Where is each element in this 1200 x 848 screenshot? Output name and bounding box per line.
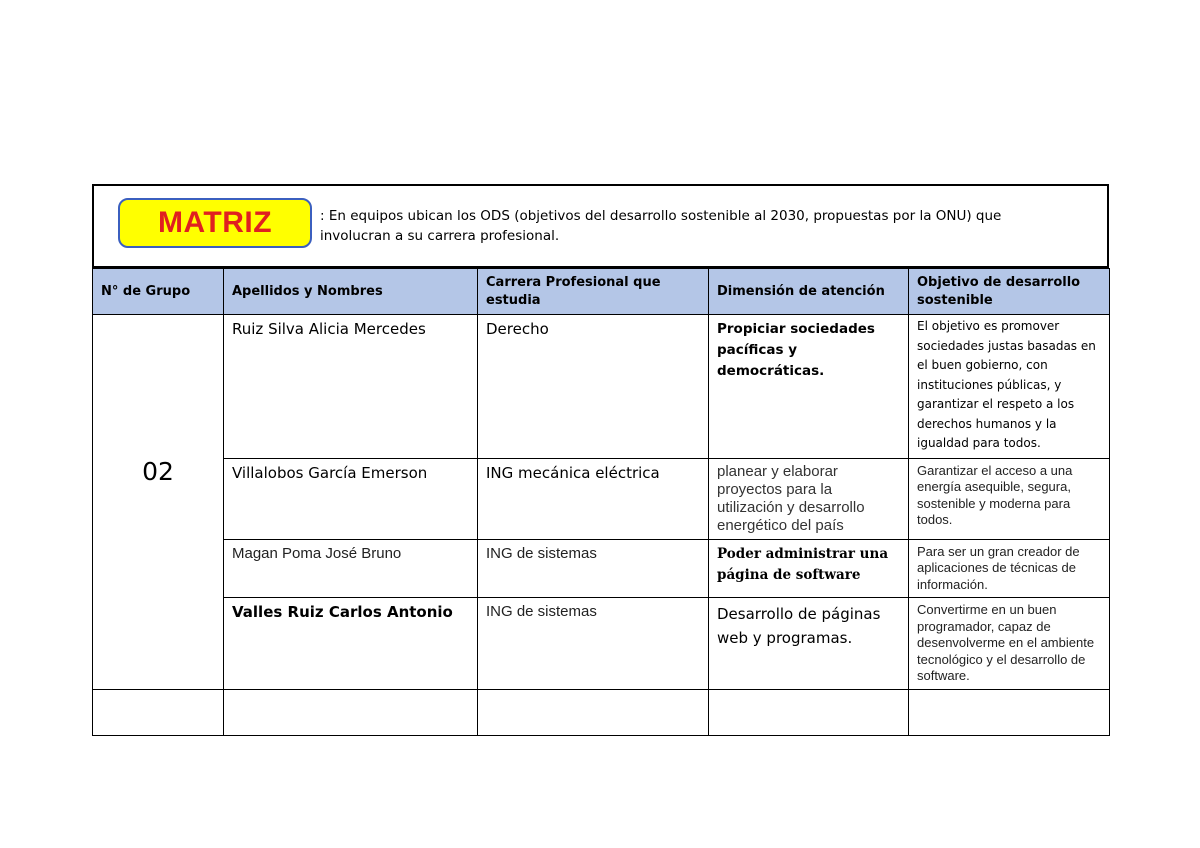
name-cell <box>224 315 478 459</box>
header-names: Apellidos y Nombres <box>224 269 478 315</box>
dimension <box>709 690 908 698</box>
career: ING de sistemas <box>486 544 597 562</box>
name-cell <box>224 458 478 539</box>
career: Derecho <box>486 320 549 338</box>
matriz-badge-label: MATRIZ <box>157 206 273 239</box>
header-dimension: Dimensión de atención <box>709 269 909 315</box>
dimension: planear y elaborar proyectos para la utilización y desarrollo energético del país <box>717 462 865 534</box>
dimension-cell <box>709 689 909 735</box>
career <box>478 690 708 698</box>
dimension-cell <box>709 315 909 459</box>
header-group-number: N° de Grupo <box>93 269 224 315</box>
student-name: Magan Poma José Bruno <box>232 544 402 562</box>
career: ING mecánica eléctrica <box>486 463 660 482</box>
objective-cell <box>909 689 1110 735</box>
student-name <box>224 690 477 698</box>
header-objective: Objetivo de desarrollo sostenible <box>909 269 1110 315</box>
dimension: Propiciar sociedades pacíficas y democráticas. <box>717 321 875 379</box>
objective: Convertirme en un buen programador, capaz de desenvolverme en el ambiente tecnológico y el desarrollo de software. <box>917 602 1095 683</box>
objective: Para ser un gran creador de aplicaciones de técnicas de información. <box>917 543 1080 592</box>
table-row <box>93 689 1110 735</box>
objective-cell <box>909 539 1110 598</box>
table-row <box>93 315 1110 459</box>
group-number: 02 <box>142 457 174 487</box>
dimension: Desarrollo de páginas web y programas. <box>717 605 881 647</box>
objective: Garantizar el acceso a una energía asequible, segura, sostenible y moderna para todos. <box>917 462 1073 527</box>
group-number-cell <box>93 315 224 690</box>
career-cell <box>478 315 709 459</box>
name-cell <box>224 598 478 690</box>
matrix-document <box>92 184 1109 707</box>
student-name: Valles Ruiz Carlos Antonio <box>232 603 453 621</box>
objective-cell <box>909 315 1110 459</box>
instructions-text <box>320 206 1080 246</box>
dimension-cell <box>709 458 909 539</box>
dimension-cell <box>709 598 909 690</box>
career: ING de sistemas <box>486 603 597 620</box>
header-banner <box>92 184 1109 268</box>
table-row <box>93 598 1110 690</box>
instructions-line-2: involucran a su carrera profesional. <box>320 228 560 244</box>
objective <box>909 690 1109 698</box>
career-cell <box>478 458 709 539</box>
name-cell <box>224 539 478 598</box>
header-career: Carrera Profesional que estudia <box>478 269 709 315</box>
ods-matrix-table <box>92 268 1110 736</box>
student-name: Villalobos García Emerson <box>232 463 428 482</box>
table-header-row <box>93 269 1110 315</box>
instructions-line-1: : En equipos ubican los ODS (objetivos del desarrollo sostenible al 2030, propuestas por la ONU) que <box>320 208 1002 224</box>
dimension-cell <box>709 539 909 598</box>
career-cell <box>478 689 709 735</box>
career-cell <box>478 539 709 598</box>
table-row <box>93 458 1110 539</box>
student-name: Ruiz Silva Alicia Mercedes <box>232 320 426 338</box>
objective: El objetivo es promover sociedades justas basadas en el buen gobierno, con instituciones públicas, y garantizar el respeto a los derechos humanos y la igualdad para todos. <box>917 319 1096 450</box>
table-row <box>93 539 1110 598</box>
career-cell <box>478 598 709 690</box>
objective-cell <box>909 458 1110 539</box>
dimension: Poder administrar una página de software <box>717 545 889 583</box>
objective-cell <box>909 598 1110 690</box>
matriz-badge <box>118 198 312 248</box>
name-cell <box>224 689 478 735</box>
group-empty-cell <box>93 689 224 735</box>
